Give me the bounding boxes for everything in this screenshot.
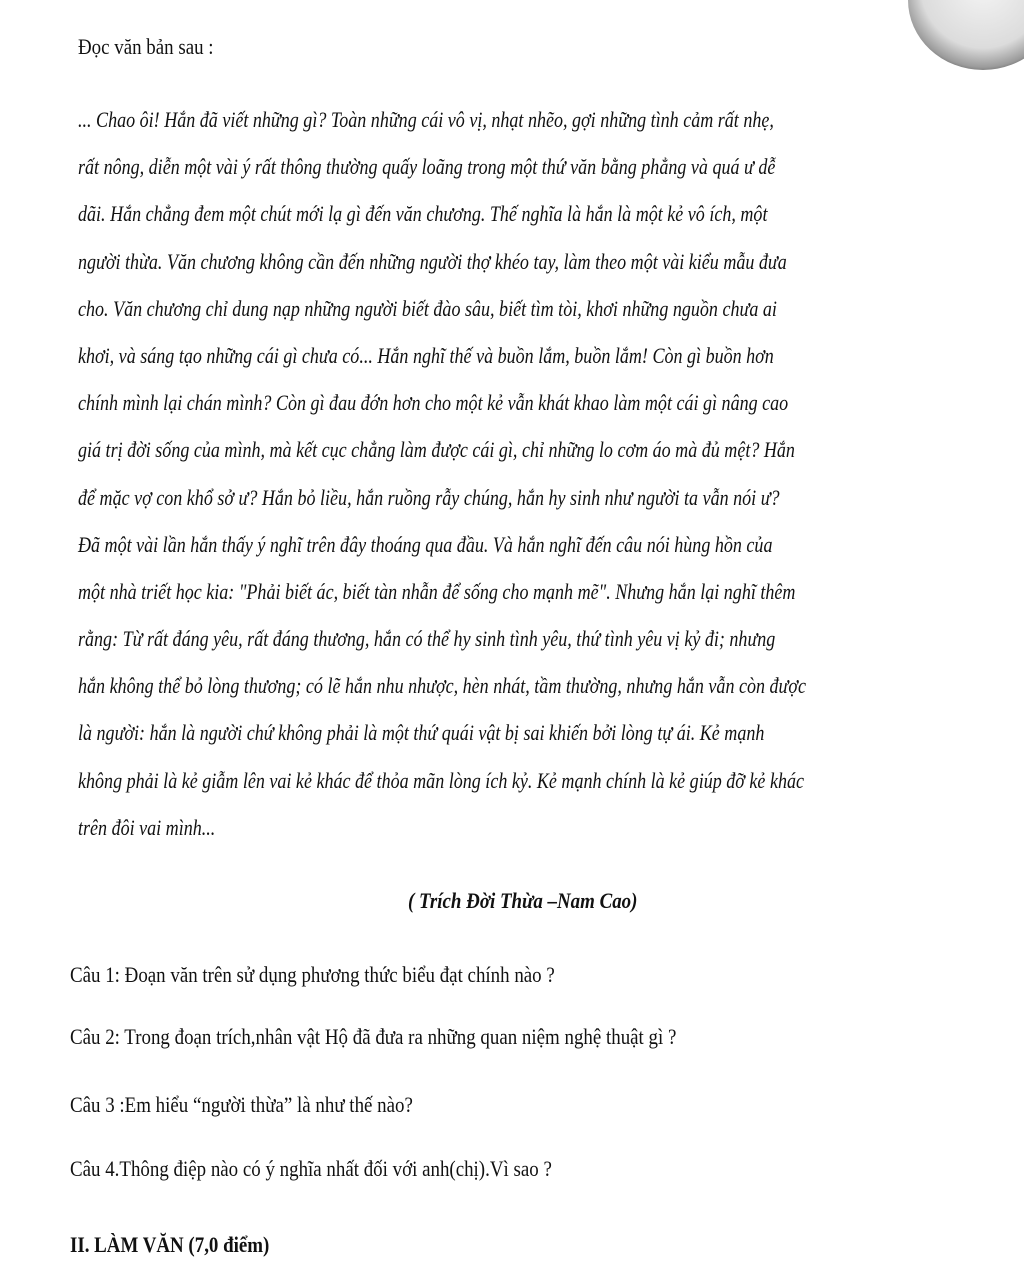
- passage-line: không phải là kẻ giẫm lên vai kẻ khác để thỏa mãn lòng ích kỷ. Kẻ mạnh chính là kẻ giúp đỡ kẻ khác: [78, 767, 805, 793]
- question-4: Câu 4.Thông điệp nào có ý nghĩa nhất đối với anh(chị).Vì sao ?: [70, 1156, 552, 1181]
- passage-line: dãi. Hắn chẳng đem một chút mới lạ gì đến văn chương. Thế nghĩa là hắn là một kẻ vô ích, một: [78, 201, 768, 227]
- question-2: Câu 2: Trong đoạn trích,nhân vật Hộ đã đưa ra những quan niệm nghệ thuật gì ?: [70, 1024, 677, 1049]
- passage-line: người thừa. Văn chương không cần đến những người thợ khéo tay, làm theo một vài kiểu mẫu đưa: [78, 248, 787, 274]
- passage-line: một nhà triết học kia: "Phải biết ác, biết tàn nhẫn để sống cho mạnh mẽ". Nhưng hắn lại nghĩ thêm: [78, 578, 796, 604]
- passage-line: chính mình lại chán mình? Còn gì đau đớn hơn cho một kẻ vẫn khát khao làm một cái gì nâng cao: [78, 390, 789, 416]
- passage-line: là người: hắn là người chứ không phải là một thứ quái vật bị sai khiến bởi lòng tự ái. Kẻ mạnh: [78, 720, 765, 746]
- passage-line: khơi, và sáng tạo những cái gì chưa có... Hắn nghĩ thế và buồn lắm, buồn lắm! Còn gì buồn hơn: [78, 342, 774, 368]
- passage-line: trên đôi vai mình...: [78, 814, 216, 840]
- reading-passage: [78, 96, 807, 851]
- question-3: Câu 3 :Em hiểu “người thừa” là như thế nào?: [70, 1092, 413, 1117]
- reading-instruction: Đọc văn bản sau :: [78, 34, 214, 59]
- question-1: Câu 1: Đoạn văn trên sử dụng phương thức biểu đạt chính nào ?: [70, 962, 555, 987]
- passage-line: ... Chao ôi! Hắn đã viết những gì? Toàn những cái vô vị, nhạt nhẽo, gợi những tình cảm rất nhẹ,: [78, 107, 774, 132]
- passage-line: để mặc vợ con khổ sở ư? Hắn bỏ liều, hắn ruồng rẫy chúng, hắn hy sinh như người ta vẫn nói ư?: [78, 484, 780, 510]
- passage-line: rằng: Từ rất đáng yêu, rất đáng thương, hắn có thể hy sinh tình yêu, thứ tình yêu vị kỷ đi; nhưng: [78, 626, 776, 652]
- passage-line: giá trị đời sống của mình, mà kết cục chẳng làm được cái gì, chỉ những lo cơm áo mà đủ mệt? Hắn: [78, 437, 795, 463]
- passage-line: Đã một vài lần hắn thấy ý nghĩ trên đây thoáng qua đầu. Và hắn nghĩ đến câu nói hùng hồn của: [78, 531, 773, 557]
- passage-line: hắn không thể bỏ lòng thương; có lẽ hắn nhu nhược, hèn nhát, tầm thường, nhưng hắn vẫn còn được: [78, 673, 807, 699]
- passage-line: cho. Văn chương chỉ dung nạp những người biết đào sâu, biết tìm tòi, khơi những nguồn chưa ai: [78, 295, 777, 321]
- corner-shadow-artifact: [908, 0, 1024, 70]
- passage-source: ( Trích Đời Thừa –Nam Cao): [408, 888, 638, 913]
- section-title: II. LÀM VĂN (7,0 điểm): [70, 1232, 270, 1257]
- passage-line: rất nông, diễn một vài ý rất thông thường quấy loãng trong một thứ văn bằng phẳng và quá ư dễ: [78, 154, 776, 180]
